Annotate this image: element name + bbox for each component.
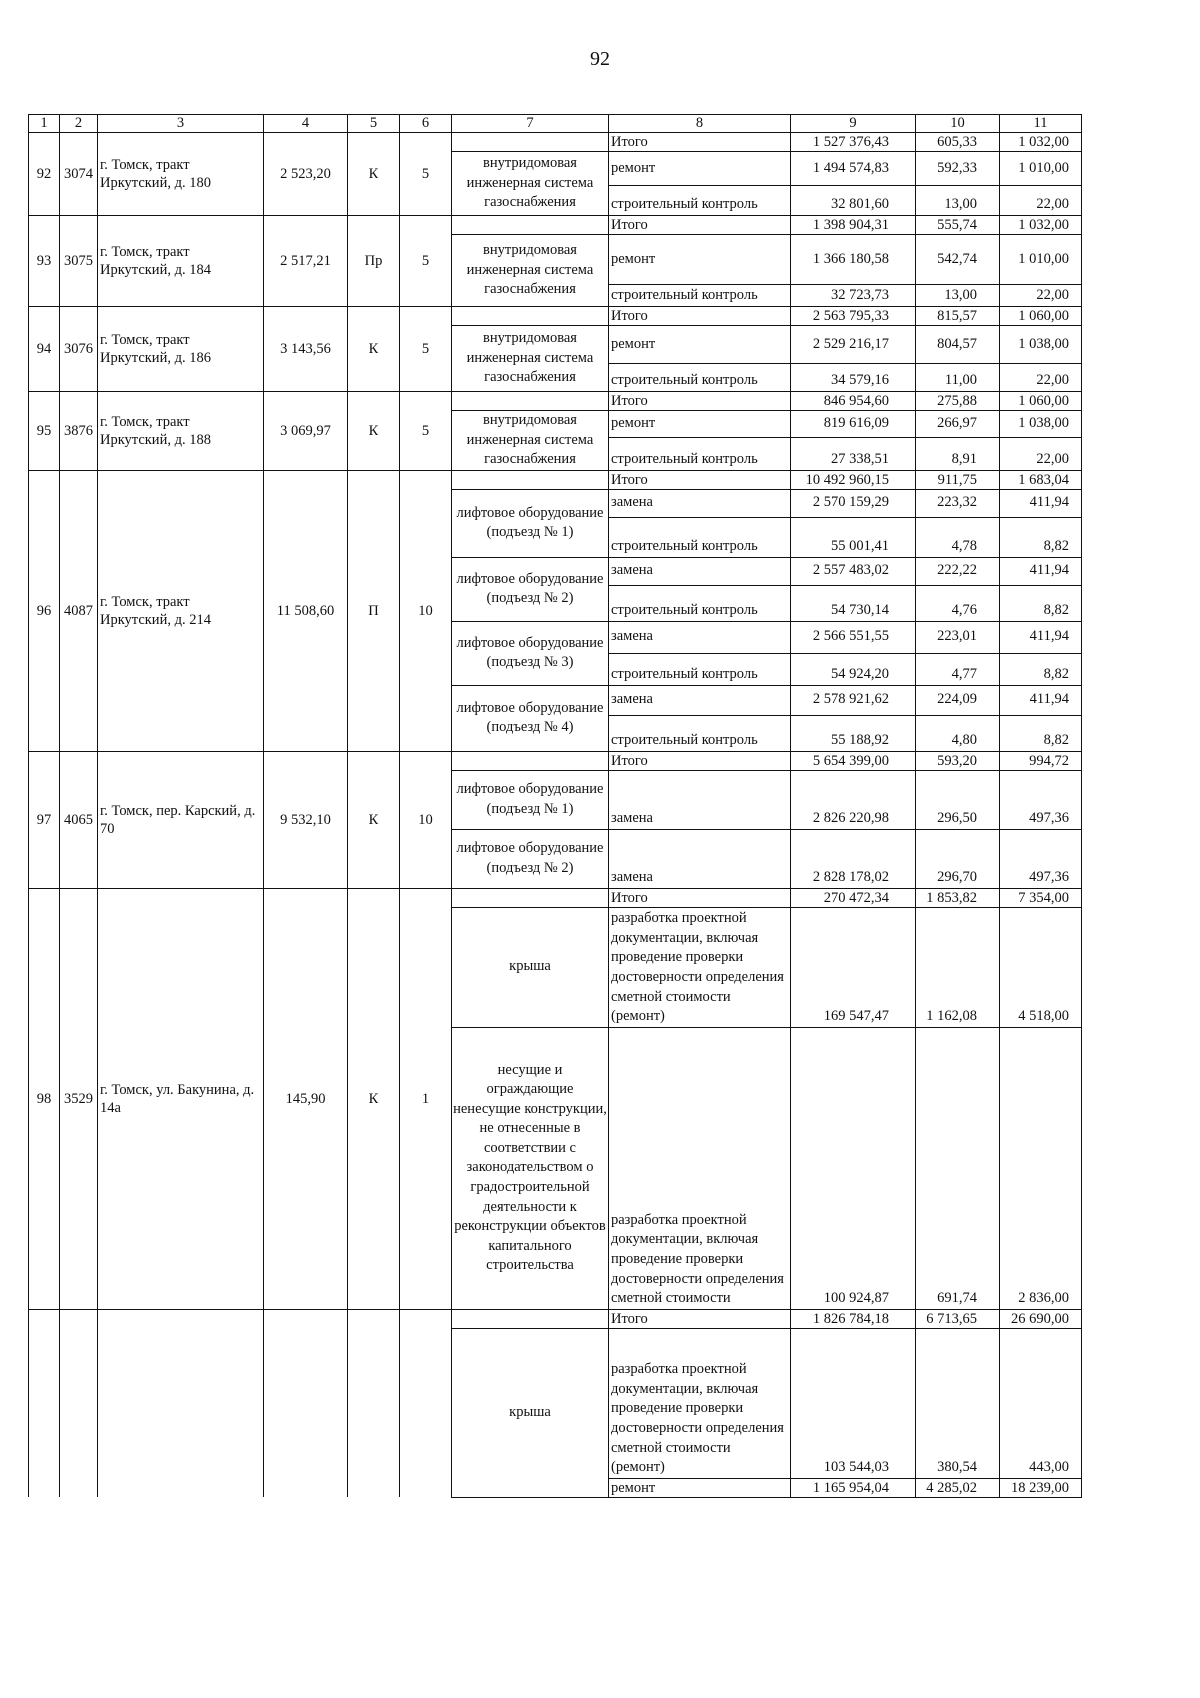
total-limit: 1 060,00: [1000, 392, 1082, 411]
table-row: [29, 1309, 1082, 1328]
cost: 2 529 216,17: [791, 326, 916, 364]
area: 3 069,97: [264, 392, 348, 471]
limit: 22,00: [1000, 364, 1082, 392]
cost: 1 366 180,58: [791, 235, 916, 285]
limit: 22,00: [1000, 438, 1082, 470]
total-limit: 1 032,00: [1000, 133, 1082, 152]
wall-type: П: [348, 470, 400, 751]
address: г. Томск, пер. Карский, д. 70: [98, 751, 264, 888]
cost: 55 001,41: [791, 517, 916, 557]
header-cell: 3: [98, 115, 264, 133]
house-id: 3076: [60, 307, 98, 392]
limit: 4 518,00: [1000, 907, 1082, 1027]
cost: 100 924,87: [791, 1027, 916, 1309]
floors: 5: [400, 216, 452, 307]
cost-per-m2: 1 162,08: [916, 907, 1000, 1027]
floors: 5: [400, 133, 452, 216]
house-id: 3529: [60, 888, 98, 1309]
total-label: Итого: [609, 216, 791, 235]
total-per-m2: 911,75: [916, 470, 1000, 489]
cost: 32 801,60: [791, 186, 916, 216]
cost-per-m2: 8,91: [916, 438, 1000, 470]
cost: 54 730,14: [791, 585, 916, 621]
floors: 5: [400, 307, 452, 392]
cost-per-m2: 380,54: [916, 1328, 1000, 1478]
work-type: строительный контроль: [609, 517, 791, 557]
empty-cell: [60, 1309, 98, 1497]
cost-per-m2: 4,80: [916, 715, 1000, 751]
work-type: ремонт: [609, 1478, 791, 1497]
total-label: Итого: [609, 751, 791, 770]
empty-cell: [29, 1309, 60, 1497]
work-type: строительный контроль: [609, 653, 791, 685]
total-limit: 7 354,00: [1000, 888, 1082, 907]
cost: 34 579,16: [791, 364, 916, 392]
header-row: [29, 115, 1082, 133]
limit: 497,36: [1000, 829, 1082, 888]
empty-cell: [452, 392, 609, 411]
total-label: Итого: [609, 392, 791, 411]
wall-type: К: [348, 888, 400, 1309]
wall-type: К: [348, 133, 400, 216]
element-name: лифтовое оборудование (подъезд № 4): [452, 685, 609, 751]
cost: 2 566 551,55: [791, 621, 916, 653]
header-cell: 11: [1000, 115, 1082, 133]
empty-cell: [452, 470, 609, 489]
table-row: [29, 133, 1082, 152]
element-name: лифтовое оборудование (подъезд № 2): [452, 829, 609, 888]
cost-per-m2: 804,57: [916, 326, 1000, 364]
work-type: строительный контроль: [609, 186, 791, 216]
cost: 2 828 178,02: [791, 829, 916, 888]
total-cost: 10 492 960,15: [791, 470, 916, 489]
header-cell: 1: [29, 115, 60, 133]
work-type: разработка проектной документации, включая проведение проверки достоверности определения сметной стоимости (ремонт): [609, 907, 791, 1027]
limit: 1 038,00: [1000, 411, 1082, 438]
floors: 10: [400, 751, 452, 888]
empty-cell: [452, 133, 609, 152]
total-label: Итого: [609, 307, 791, 326]
limit: 1 010,00: [1000, 152, 1082, 186]
work-type: ремонт: [609, 411, 791, 438]
cost-per-m2: 4,78: [916, 517, 1000, 557]
area: 11 508,60: [264, 470, 348, 751]
cost-per-m2: 13,00: [916, 285, 1000, 307]
total-cost: 5 654 399,00: [791, 751, 916, 770]
element-name: крыша: [452, 1328, 609, 1497]
cost: 54 924,20: [791, 653, 916, 685]
work-type: разработка проектной документации, включая проведение проверки достоверности определения сметной стоимости (ремонт): [609, 1328, 791, 1478]
cost: 2 578 921,62: [791, 685, 916, 715]
total-per-m2: 1 853,82: [916, 888, 1000, 907]
work-type: строительный контроль: [609, 585, 791, 621]
cost: 819 616,09: [791, 411, 916, 438]
total-label: Итого: [609, 470, 791, 489]
row-number: 98: [29, 888, 60, 1309]
element-name: лифтовое оборудование (подъезд № 2): [452, 557, 609, 621]
empty-cell: [452, 216, 609, 235]
empty-cell: [98, 1309, 264, 1497]
empty-cell: [452, 307, 609, 326]
element-name: лифтовое оборудование (подъезд № 1): [452, 489, 609, 557]
total-cost: 1 398 904,31: [791, 216, 916, 235]
total-cost: 2 563 795,33: [791, 307, 916, 326]
limit: 18 239,00: [1000, 1478, 1082, 1497]
cost: 32 723,73: [791, 285, 916, 307]
table-row: [29, 216, 1082, 235]
address: г. Томск, тракт Иркутский, д. 188: [98, 392, 264, 471]
total-limit: 994,72: [1000, 751, 1082, 770]
cost-per-m2: 13,00: [916, 186, 1000, 216]
house-id: 3075: [60, 216, 98, 307]
table-row: [29, 888, 1082, 907]
cost: 2 557 483,02: [791, 557, 916, 585]
limit: 22,00: [1000, 186, 1082, 216]
work-type: ремонт: [609, 235, 791, 285]
empty-cell: [348, 1309, 400, 1497]
cost: 2 826 220,98: [791, 770, 916, 829]
total-cost: 1 527 376,43: [791, 133, 916, 152]
empty-cell: [452, 888, 609, 907]
header-cell: 7: [452, 115, 609, 133]
cost-per-m2: 4,76: [916, 585, 1000, 621]
repair-table-wrapper: [28, 114, 1082, 1498]
limit: 411,94: [1000, 557, 1082, 585]
cost: 103 544,03: [791, 1328, 916, 1478]
wall-type: К: [348, 392, 400, 471]
total-cost: 1 826 784,18: [791, 1309, 916, 1328]
total-limit: 1 683,04: [1000, 470, 1082, 489]
work-type: строительный контроль: [609, 438, 791, 470]
limit: 8,82: [1000, 715, 1082, 751]
header-cell: 8: [609, 115, 791, 133]
total-label: Итого: [609, 888, 791, 907]
empty-cell: [264, 1309, 348, 1497]
limit: 411,94: [1000, 685, 1082, 715]
limit: 411,94: [1000, 489, 1082, 517]
cost-per-m2: 542,74: [916, 235, 1000, 285]
cost-per-m2: 11,00: [916, 364, 1000, 392]
address: г. Томск, тракт Иркутский, д. 184: [98, 216, 264, 307]
row-number: 95: [29, 392, 60, 471]
address: г. Томск, тракт Иркутский, д. 180: [98, 133, 264, 216]
address: г. Томск, ул. Бакунина, д. 14а: [98, 888, 264, 1309]
row-number: 97: [29, 751, 60, 888]
floors: 1: [400, 888, 452, 1309]
area: 3 143,56: [264, 307, 348, 392]
wall-type: К: [348, 751, 400, 888]
work-type: строительный контроль: [609, 285, 791, 307]
house-id: 3876: [60, 392, 98, 471]
element-name: несущие и ограждающие ненесущие конструкции, не отнесенные в соответствии с законодательством о градостроительной деятельности к реконструкции объектов капитального строительства: [452, 1027, 609, 1309]
cost-per-m2: 223,01: [916, 621, 1000, 653]
page-number: 92: [590, 48, 610, 70]
work-type: ремонт: [609, 326, 791, 364]
header-cell: 5: [348, 115, 400, 133]
work-type: замена: [609, 685, 791, 715]
table-row: [29, 392, 1082, 411]
wall-type: К: [348, 307, 400, 392]
work-type: строительный контроль: [609, 364, 791, 392]
work-type: разработка проектной документации, включая проведение проверки достоверности определения сметной стоимости: [609, 1027, 791, 1309]
address: г. Томск, тракт Иркутский, д. 186: [98, 307, 264, 392]
cost-per-m2: 4 285,02: [916, 1478, 1000, 1497]
cost: 1 494 574,83: [791, 152, 916, 186]
header-cell: 4: [264, 115, 348, 133]
table-row: [29, 307, 1082, 326]
cost: 27 338,51: [791, 438, 916, 470]
total-limit: 26 690,00: [1000, 1309, 1082, 1328]
work-type: замена: [609, 770, 791, 829]
element-name: лифтовое оборудование (подъезд № 1): [452, 770, 609, 829]
header-cell: 9: [791, 115, 916, 133]
work-type: замена: [609, 557, 791, 585]
element-name: лифтовое оборудование (подъезд № 3): [452, 621, 609, 685]
total-per-m2: 815,57: [916, 307, 1000, 326]
element-name: внутридомовая инженерная система газоснабжения: [452, 411, 609, 471]
cost-per-m2: 224,09: [916, 685, 1000, 715]
repair-table: [28, 114, 1082, 1498]
cost-per-m2: 222,22: [916, 557, 1000, 585]
total-per-m2: 555,74: [916, 216, 1000, 235]
total-label: Итого: [609, 133, 791, 152]
cost-per-m2: 296,70: [916, 829, 1000, 888]
floors: 10: [400, 470, 452, 751]
header-cell: 2: [60, 115, 98, 133]
limit: 1 038,00: [1000, 326, 1082, 364]
total-per-m2: 593,20: [916, 751, 1000, 770]
limit: 8,82: [1000, 585, 1082, 621]
total-per-m2: 6 713,65: [916, 1309, 1000, 1328]
row-number: 92: [29, 133, 60, 216]
limit: 8,82: [1000, 653, 1082, 685]
header-cell: 10: [916, 115, 1000, 133]
row-number: 94: [29, 307, 60, 392]
limit: 1 010,00: [1000, 235, 1082, 285]
cost-per-m2: 4,77: [916, 653, 1000, 685]
limit: 8,82: [1000, 517, 1082, 557]
cost-per-m2: 592,33: [916, 152, 1000, 186]
cost-per-m2: 266,97: [916, 411, 1000, 438]
cost: 169 547,47: [791, 907, 916, 1027]
empty-cell: [452, 1309, 609, 1328]
limit: 497,36: [1000, 770, 1082, 829]
total-limit: 1 032,00: [1000, 216, 1082, 235]
total-label: Итого: [609, 1309, 791, 1328]
element-name: внутридомовая инженерная система газоснабжения: [452, 152, 609, 216]
row-number: 96: [29, 470, 60, 751]
house-id: 4065: [60, 751, 98, 888]
total-per-m2: 275,88: [916, 392, 1000, 411]
cost: 1 165 954,04: [791, 1478, 916, 1497]
table-row: [29, 470, 1082, 489]
area: 145,90: [264, 888, 348, 1309]
total-cost: 270 472,34: [791, 888, 916, 907]
area: 2 523,20: [264, 133, 348, 216]
work-type: ремонт: [609, 152, 791, 186]
row-number: 93: [29, 216, 60, 307]
cost: 55 188,92: [791, 715, 916, 751]
total-per-m2: 605,33: [916, 133, 1000, 152]
total-limit: 1 060,00: [1000, 307, 1082, 326]
total-cost: 846 954,60: [791, 392, 916, 411]
area: 9 532,10: [264, 751, 348, 888]
wall-type: Пр: [348, 216, 400, 307]
limit: 443,00: [1000, 1328, 1082, 1478]
house-id: 4087: [60, 470, 98, 751]
work-type: замена: [609, 829, 791, 888]
work-type: замена: [609, 489, 791, 517]
address: г. Томск, тракт Иркутский, д. 214: [98, 470, 264, 751]
cost-per-m2: 223,32: [916, 489, 1000, 517]
floors: 5: [400, 392, 452, 471]
element-name: крыша: [452, 907, 609, 1027]
cost: 2 570 159,29: [791, 489, 916, 517]
work-type: строительный контроль: [609, 715, 791, 751]
header-cell: 6: [400, 115, 452, 133]
limit: 22,00: [1000, 285, 1082, 307]
cost-per-m2: 296,50: [916, 770, 1000, 829]
limit: 411,94: [1000, 621, 1082, 653]
empty-cell: [452, 751, 609, 770]
table-row: [29, 751, 1082, 770]
work-type: замена: [609, 621, 791, 653]
house-id: 3074: [60, 133, 98, 216]
area: 2 517,21: [264, 216, 348, 307]
cost-per-m2: 691,74: [916, 1027, 1000, 1309]
element-name: внутридомовая инженерная система газоснабжения: [452, 326, 609, 392]
limit: 2 836,00: [1000, 1027, 1082, 1309]
empty-cell: [400, 1309, 452, 1497]
element-name: внутридомовая инженерная система газоснабжения: [452, 235, 609, 307]
